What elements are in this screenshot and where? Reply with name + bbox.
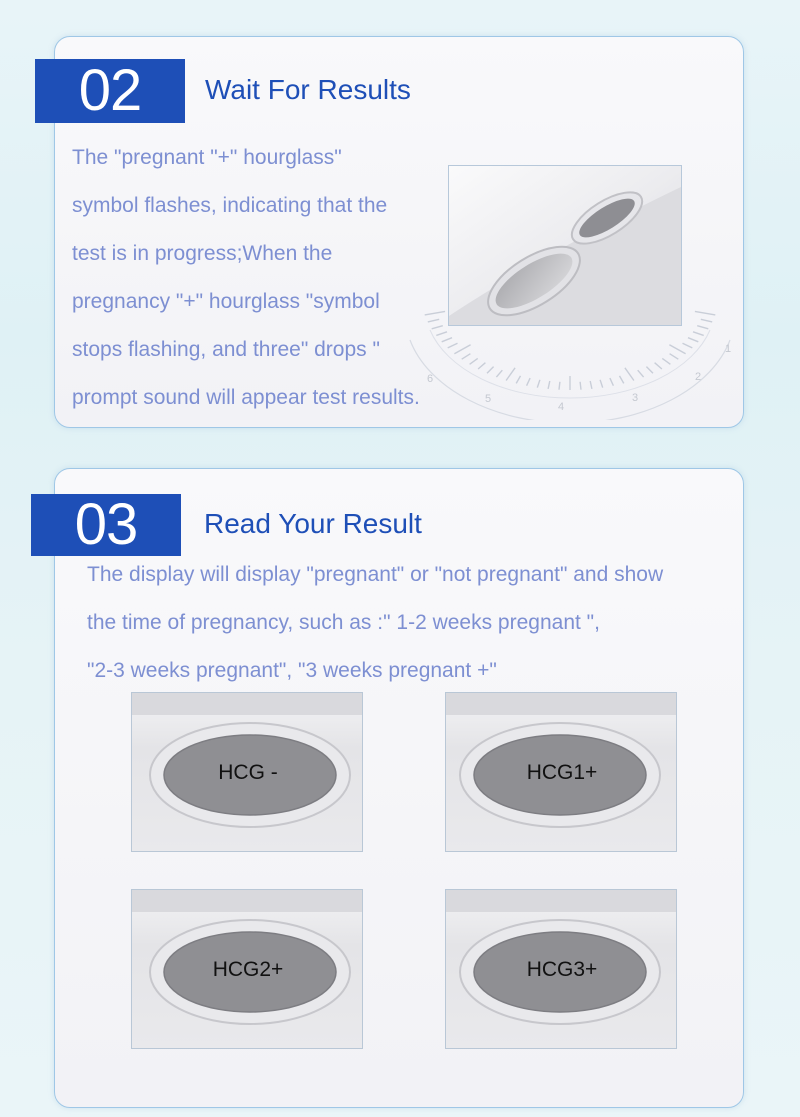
result-display-hcg-negative	[131, 692, 363, 852]
step-02-desc-line: The "pregnant "+" hourglass"	[72, 146, 342, 169]
step-02-desc-line: symbol flashes, indicating that the	[72, 194, 388, 217]
dial-number: 5	[485, 393, 492, 405]
dial-number: 1	[725, 343, 732, 355]
dial-number: 2	[695, 371, 702, 383]
step-03-number-badge: 03	[31, 494, 181, 556]
step-02-desc-line: test is in progress;When the	[72, 242, 333, 265]
step-02-desc-line: pregnancy "+" hourglass "symbol	[72, 290, 380, 313]
result-label: HCG3+	[526, 958, 598, 981]
step-03-desc-line: "2-3 weeks pregnant", "3 weeks pregnant +"	[87, 659, 497, 682]
result-display-hcg1	[445, 692, 677, 852]
step-02-desc-line: prompt sound will appear test results.	[72, 386, 420, 409]
result-label: HCG1+	[526, 761, 598, 784]
test-device-photo	[448, 165, 682, 326]
dial-number: 3	[632, 392, 639, 404]
dial-number: 6	[427, 373, 434, 385]
result-display-hcg2	[131, 889, 363, 1049]
dial-number: 4	[558, 401, 565, 413]
result-label: HCG2+	[212, 958, 284, 981]
step-03-desc-line: the time of pregnancy, such as :" 1-2 weeks pregnant ",	[87, 611, 600, 634]
step-02-number-badge: 02	[35, 59, 185, 123]
result-display-hcg3	[445, 889, 677, 1049]
step-03-desc-line: The display will display "pregnant" or "not pregnant" and show	[87, 563, 664, 586]
step-02-title: Wait For Results	[205, 74, 411, 105]
step-02-desc-line: stops flashing, and three" drops "	[72, 338, 380, 361]
result-label: HCG -	[218, 761, 278, 784]
step-03-title: Read Your Result	[204, 508, 422, 539]
